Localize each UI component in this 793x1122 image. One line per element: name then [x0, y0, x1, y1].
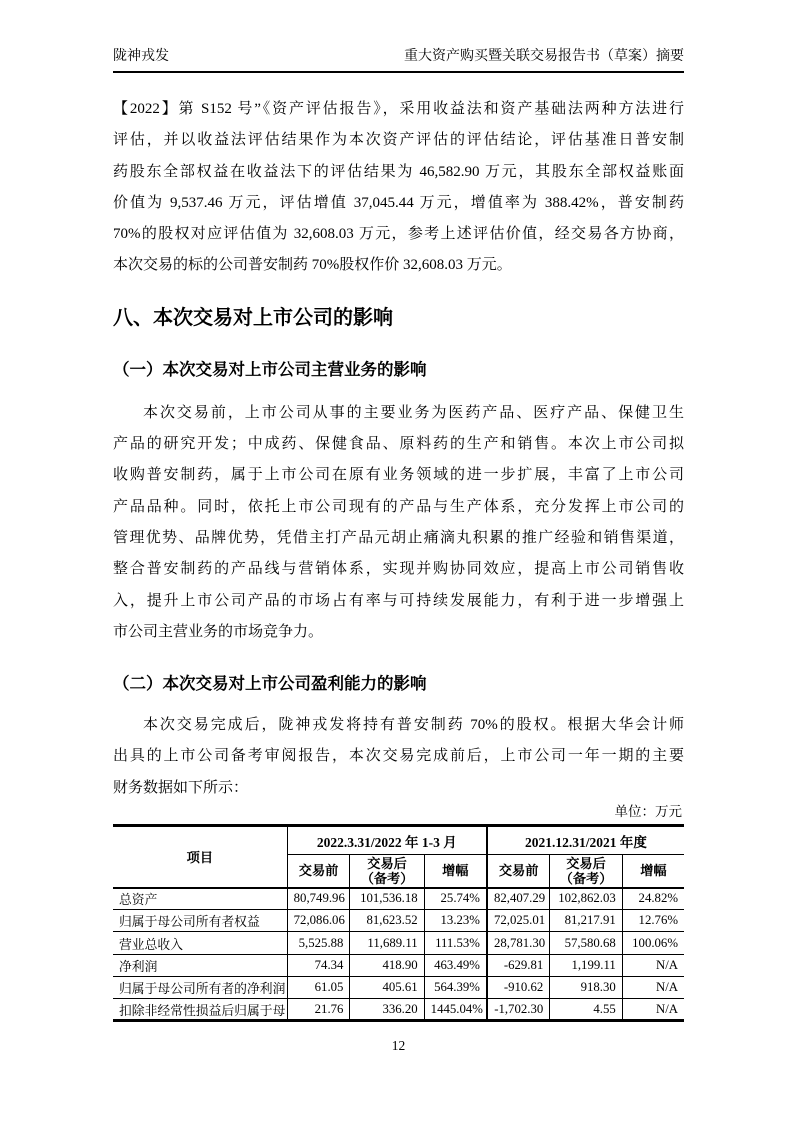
column-header-post-2021: [550, 855, 623, 888]
column-header-growth-2022: 增幅: [424, 855, 487, 888]
column-header-pre-2021: 交易前: [487, 855, 550, 888]
table-cell: 564.39%: [424, 976, 487, 998]
table-cell: 81,623.52: [350, 910, 424, 932]
table-cell: N/A: [622, 954, 684, 976]
table-cell: 25.74%: [424, 888, 487, 910]
section-heading-8: 八、本次交易对上市公司的影响: [113, 306, 393, 329]
table-row: [113, 954, 684, 976]
text-line: 市公司主营业务的市场竞争力。: [113, 623, 324, 640]
table-cell: 81,217.91: [550, 910, 623, 932]
table-cell: 418.90: [350, 954, 424, 976]
text-line: 评估，并以收益法评估结果作为本次资产评估的评估结论，评估基准日普安制: [113, 132, 684, 149]
subsection-heading-1: （一）本次交易对上市公司主营业务的影响: [113, 360, 427, 379]
text-line: 管理优势、品牌优势，凭借主打产品元胡止痛滴丸积累的推广经验和销售渠道，: [113, 529, 684, 546]
text-line: 本次交易完成后，陇神戎发将持有普安制药 70%的股权。根据大华会计师: [143, 717, 684, 734]
row-label: 归属于母公司所有者权益: [113, 910, 287, 932]
text-line: 收购普安制药，属于上市公司在原有业务领域的进一步扩展，丰富了上市公司: [113, 467, 684, 484]
column-group-2022: 2022.3.31/2022 年 1-3 月: [287, 826, 487, 855]
paragraph-valuation-conclusion: [113, 94, 684, 282]
table-row: [113, 976, 684, 998]
table-cell: 24.82%: [622, 888, 684, 910]
text-line: 【2022】第 S152 号”《资产评估报告》，采用收益法和资产基础法两种方法进行: [113, 101, 684, 117]
table-cell: -1,702.30: [487, 998, 550, 1020]
table-cell: 12.76%: [622, 910, 684, 932]
row-label: 营业总收入: [113, 932, 287, 954]
paragraph-main-business-impact: [113, 398, 684, 648]
table-cell: 918.30: [550, 976, 623, 998]
table-row: [113, 998, 684, 1020]
table-cell: 61.05: [287, 976, 350, 998]
table-row: [113, 888, 684, 910]
financial-comparison-table: [113, 824, 684, 1022]
table-cell: 72,086.06: [287, 910, 350, 932]
table-cell: 57,580.68: [550, 932, 623, 954]
row-label: 扣除非经常性损益后归属于母: [113, 998, 287, 1020]
column-header-growth-2021: 增幅: [622, 855, 684, 888]
row-label: 归属于母公司所有者的净利润: [113, 976, 287, 998]
subsection-heading-2: （二）本次交易对上市公司盈利能力的影响: [113, 675, 427, 694]
text-line: 整合普安制药的产品线与营销体系，实现并购协同效应，提高上市公司销售收: [113, 561, 684, 578]
table-row: [113, 932, 684, 954]
text-line: 产品品种。同时，依托上市公司现有的产品与生产体系，充分发挥上市公司的: [113, 498, 684, 515]
table-cell: 80,749.96: [287, 888, 350, 910]
column-group-2021: 2021.12.31/2021 年度: [487, 826, 684, 855]
table-cell: 5,525.88: [287, 932, 350, 954]
column-header-item: 项目: [113, 826, 287, 888]
header-line: （备考）: [360, 870, 414, 886]
table-cell: 74.34: [287, 954, 350, 976]
table-cell: 336.20: [350, 998, 424, 1020]
row-label: 净利润: [113, 954, 287, 976]
table-cell: 11,689.11: [350, 932, 424, 954]
paragraph-profitability-impact: [113, 710, 684, 804]
text-line: 出具的上市公司备考审阅报告，本次交易完成前后，上市公司一年一期的主要: [113, 748, 684, 765]
text-line: 产品的研究开发；中成药、保健食品、原料药的生产和销售。本次上市公司拟: [113, 436, 684, 453]
table-cell: N/A: [622, 998, 684, 1020]
table-header-row-groups: [113, 826, 684, 855]
text-line: 入，提升上市公司产品的市场占有率与可持续发展能力，有利于进一步增强上: [113, 592, 684, 609]
header-line: 交易后: [367, 855, 407, 871]
table-cell: 100.06%: [622, 932, 684, 954]
table-cell: 1445.04%: [424, 998, 487, 1020]
page-number: 12: [391, 1038, 406, 1054]
page-footer: [113, 1037, 684, 1055]
table-cell: -910.62: [487, 976, 550, 998]
text-line: 本次交易的标的公司普安制药 70%股权作价 32,608.03 万元。: [113, 257, 512, 274]
table-cell: 102,862.03: [550, 888, 623, 910]
unit-label-text: 单位：万元: [614, 804, 682, 820]
text-line: 价值为 9,537.46 万元，评估增值 37,045.44 万元，增值率为 388.42%，普安制药: [113, 194, 684, 211]
table-cell: 82,407.29: [487, 888, 550, 910]
table-cell: 21.76: [287, 998, 350, 1020]
header-document-title: 重大资产购买暨关联交易报告书（草案）摘要: [404, 49, 684, 64]
running-header: [113, 0, 684, 73]
table-cell: 1,199.11: [550, 954, 623, 976]
row-label: 总资产: [113, 888, 287, 910]
column-header-pre-2022: 交易前: [287, 855, 350, 888]
column-header-post-2022: [350, 855, 424, 888]
table-unit-label: [113, 802, 684, 822]
header-line: （备考）: [559, 870, 613, 886]
table-cell: 111.53%: [424, 932, 487, 954]
table-cell: 13.23%: [424, 910, 487, 932]
table-row: [113, 910, 684, 932]
table-cell: 4.55: [550, 998, 623, 1020]
table-cell: N/A: [622, 976, 684, 998]
table-cell: -629.81: [487, 954, 550, 976]
table-cell: 463.49%: [424, 954, 487, 976]
text-line: 财务数据如下所示：: [113, 779, 249, 796]
table-cell: 405.61: [350, 976, 424, 998]
text-line: 本次交易前，上市公司从事的主要业务为医药产品、医疗产品、保健卫生: [143, 404, 684, 421]
text-line: 70%的股权对应评估值为 32,608.03 万元，参考上述评估价值，经交易各方协商，: [113, 226, 684, 243]
table-cell: 72,025.01: [487, 910, 550, 932]
table-cell: 28,781.30: [487, 932, 550, 954]
header-company-name: 陇神戎发: [113, 49, 169, 64]
header-line: 交易后: [566, 855, 606, 871]
text-line: 药股东全部权益在收益法下的评估结果为 46,582.90 万元，其股东全部权益账面: [113, 163, 684, 180]
table-cell: 101,536.18: [350, 888, 424, 910]
